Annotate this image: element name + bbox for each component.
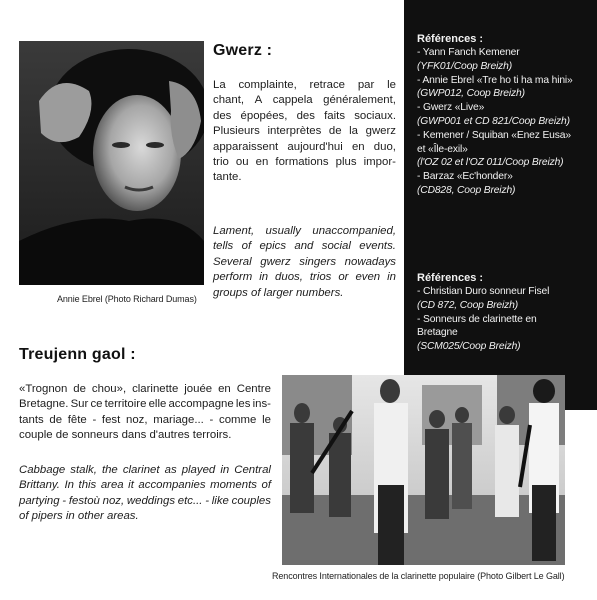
gwerz-fr-line: chant, A cappela généralement,: [213, 94, 396, 107]
reference-line: - Kemener / Squiban «Enez Eusa»: [417, 129, 571, 141]
reference-line: et «Île-exil»: [417, 143, 468, 155]
treujenn-fr-line: tants de fête - fest noz, mariage... - comme le: [19, 413, 271, 426]
gwerz-en-line: Several gwerz singers nowadays: [213, 255, 396, 268]
gwerz-en-line: tells of epics and social events.: [213, 240, 396, 253]
reference-line: - Barzaz «Ec'honder»: [417, 171, 513, 183]
reference-line: (SCM025/Coop Breizh): [417, 341, 521, 353]
reference-line: (CD828, Coop Breizh): [417, 184, 516, 196]
gwerz-en-line: Lament, usually unaccompanied,: [213, 225, 396, 237]
references-sidebar: [404, 0, 597, 410]
references-title: Références :: [417, 33, 484, 45]
treujenn-fr-line: «Trognon de chou», clarinette jouée en Centre: [19, 383, 271, 395]
treujenn-gaol-heading: Treujenn gaol :: [19, 346, 136, 363]
references-block-gwerz: [417, 32, 592, 198]
clarinet-players-photo: [282, 375, 565, 565]
gwerz-english-text: [213, 224, 396, 301]
gwerz-fr-line: des épopées, des faits sociaux.: [213, 109, 396, 122]
gwerz-french-text: [213, 78, 396, 186]
treujenn-en-line: Brittany. In this area it accompanies moments of: [19, 479, 271, 492]
treujenn-en-line: Cabbage stalk, the clarinet as played in Central: [19, 464, 271, 476]
reference-line: - Yann Fanch Kemener: [417, 47, 520, 58]
reference-line: (YFK01/Coop Breizh): [417, 60, 513, 72]
references-title: Références :: [417, 272, 484, 284]
treujenn-en-line: of pipers in other areas.: [19, 510, 139, 523]
reference-line: - Gwerz «Live»: [417, 102, 485, 114]
treujenn-fr-line: Bretagne. Sur ce territoire elle accompagne les ins-: [19, 398, 271, 411]
reference-line: (GWP001 et CD 821/Coop Breizh): [417, 115, 570, 127]
annie-ebrel-caption: Annie Ebrel (Photo Richard Dumas): [57, 294, 197, 304]
reference-line: Bretagne: [417, 327, 458, 339]
reference-line: - Christian Duro sonneur Fisel: [417, 286, 550, 297]
references-block-treujenn: [417, 271, 592, 354]
gwerz-fr-line: trio ou en formations plus impor-: [213, 156, 396, 169]
treujenn-english-text: [19, 463, 271, 525]
treujenn-french-text: [19, 382, 271, 444]
gwerz-fr-line: tante.: [213, 171, 242, 184]
gwerz-fr-line: Plusieurs interprètes de la gwerz: [213, 125, 396, 138]
reference-line: (GWP012, Coop Breizh): [417, 88, 525, 100]
gwerz-heading: Gwerz :: [213, 42, 273, 59]
treujenn-fr-line: couple de sonneurs dans d'autres terroirs.: [19, 429, 232, 442]
reference-line: (l'OZ 02 et l'OZ 011/Coop Breizh): [417, 157, 564, 169]
gwerz-en-line: groups of larger numbers.: [213, 286, 344, 299]
annie-ebrel-photo: [19, 41, 204, 285]
reference-line: - Annie Ebrel «Tre ho ti ha ma hini»: [417, 74, 573, 86]
gwerz-fr-line: La complainte, retrace par le: [213, 79, 396, 91]
gwerz-en-line: perform in duos, trios or even in: [213, 271, 396, 284]
treujenn-en-line: partying - festoù noz, weddings etc... - like couples: [19, 494, 271, 507]
reference-line: - Sonneurs de clarinette en: [417, 313, 537, 325]
gwerz-fr-line: apparaissent aujourd'hui en duo,: [213, 140, 396, 153]
reference-line: (CD 872, Coop Breizh): [417, 299, 519, 311]
clarinet-photo-caption: Rencontres Internationales de la clarinette populaire (Photo Gilbert Le Gall): [272, 571, 565, 581]
